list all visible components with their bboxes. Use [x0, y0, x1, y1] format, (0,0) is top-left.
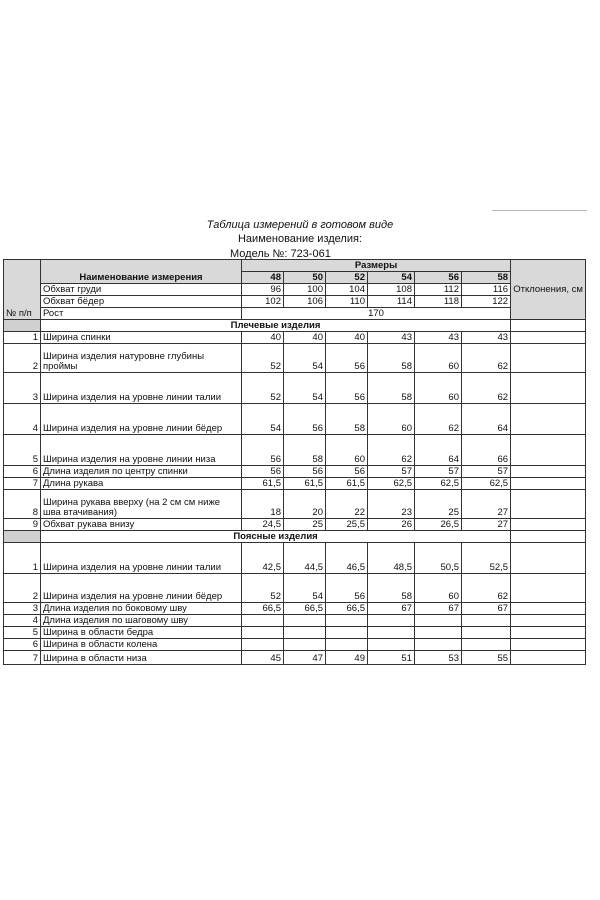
measurement-label: Ширина изделия на уровне линии бёдер: [41, 574, 242, 603]
value-cell: 62: [415, 404, 462, 435]
deviation-cell: [511, 639, 586, 651]
measurement-label: Ширина в области бедра: [41, 627, 242, 639]
value-cell: 25: [415, 490, 462, 519]
value-cell: 51: [368, 651, 415, 665]
measurement-label: Рост: [41, 308, 242, 320]
value-cell: 56: [326, 373, 368, 404]
value-cell: 27: [462, 490, 511, 519]
value-cell: 118: [415, 296, 462, 308]
size-48: 48: [242, 272, 284, 284]
value-cell: 43: [415, 332, 462, 344]
value-cell: 56: [326, 574, 368, 603]
value-cell: 62: [462, 373, 511, 404]
measurement-label: Длина изделия по центру спинки: [41, 466, 242, 478]
value-cell: 64: [462, 404, 511, 435]
scan-artifact: [492, 210, 587, 215]
value-cell: 26: [368, 519, 415, 531]
value-cell: 40: [284, 332, 326, 344]
value-cell: 49: [326, 651, 368, 665]
measurement-name-header: Наименование измерения: [41, 260, 242, 284]
table-row: [4, 284, 586, 296]
value-cell: 102: [242, 296, 284, 308]
table-row: [4, 519, 586, 531]
measurement-label: Ширина изделия на уровне линии талии: [41, 543, 242, 574]
value-cell: 104: [326, 284, 368, 296]
row-number: 5: [4, 435, 41, 466]
row-number: 8: [4, 490, 41, 519]
value-cell: 116: [462, 284, 511, 296]
value-cell: 58: [368, 344, 415, 373]
deviation-cell: [511, 344, 586, 373]
value-cell: 61,5: [326, 478, 368, 490]
value-cell: [326, 627, 368, 639]
value-cell: [242, 615, 284, 627]
row-number: 2: [4, 344, 41, 373]
value-cell: 50,5: [415, 543, 462, 574]
value-cell: [284, 639, 326, 651]
deviation-cell: [511, 627, 586, 639]
value-cell: 58: [326, 404, 368, 435]
value-cell: 62,5: [415, 478, 462, 490]
measurement-label: Обхват бёдер: [41, 296, 242, 308]
value-cell: 62,5: [462, 478, 511, 490]
value-cell: [415, 639, 462, 651]
value-cell: 56: [242, 466, 284, 478]
value-cell: 66: [462, 435, 511, 466]
size-54: 54: [368, 272, 415, 284]
size-50: 50: [284, 272, 326, 284]
deviation-cell: [511, 574, 586, 603]
value-cell: [368, 615, 415, 627]
value-cell: 112: [415, 284, 462, 296]
value-cell: 66,5: [242, 603, 284, 615]
value-cell: 60: [415, 344, 462, 373]
table-row: [4, 574, 586, 603]
table-row: [4, 308, 586, 320]
value-cell: 122: [462, 296, 511, 308]
value-cell: 40: [242, 332, 284, 344]
value-cell: 67: [415, 603, 462, 615]
row-number: 4: [4, 404, 41, 435]
table-row: [4, 466, 586, 478]
value-cell: 22: [326, 490, 368, 519]
deviation-cell: [511, 466, 586, 478]
value-cell: [415, 615, 462, 627]
value-cell: 62: [462, 574, 511, 603]
value-cell: 57: [415, 466, 462, 478]
value-cell: [284, 615, 326, 627]
value-cell: 54: [284, 344, 326, 373]
value-cell: 53: [415, 651, 462, 665]
value-cell: [242, 639, 284, 651]
table-row: [4, 603, 586, 615]
row-number: 7: [4, 651, 41, 665]
table-row: [4, 490, 586, 519]
table-row: [4, 344, 586, 373]
value-cell: 52,5: [462, 543, 511, 574]
row-number: 9: [4, 519, 41, 531]
value-cell: 47: [284, 651, 326, 665]
value-cell: 56: [326, 466, 368, 478]
measurement-label: Ширина в области низа: [41, 651, 242, 665]
sizes-header: Размеры: [242, 260, 511, 272]
value-cell: 57: [462, 466, 511, 478]
table-row: [4, 332, 586, 344]
measurement-label: Ширина спинки: [41, 332, 242, 344]
value-cell: 60: [415, 574, 462, 603]
row-number: 7: [4, 478, 41, 490]
value-cell: 56: [326, 344, 368, 373]
deviation-cell: [511, 519, 586, 531]
value-cell: 23: [368, 490, 415, 519]
section-title: Плечевые изделия: [41, 320, 511, 332]
row-number: 6: [4, 466, 41, 478]
value-cell: [415, 627, 462, 639]
value-cell: 58: [368, 574, 415, 603]
value-cell: [368, 627, 415, 639]
model-number: Модель №: 723-061: [230, 248, 331, 260]
measurement-label: Ширина изделия на уровне линии низа: [41, 435, 242, 466]
value-cell: 66,5: [326, 603, 368, 615]
value-cell: 48,5: [368, 543, 415, 574]
deviation-cell: [511, 404, 586, 435]
value-cell: 27: [462, 519, 511, 531]
value-cell: 56: [284, 404, 326, 435]
value-cell: 54: [284, 574, 326, 603]
size-52: 52: [326, 272, 368, 284]
value-cell: 54: [284, 373, 326, 404]
table-row: [4, 627, 586, 639]
deviation-cell: [511, 531, 586, 543]
value-cell: 60: [368, 404, 415, 435]
product-label: Наименование изделия:: [237, 233, 362, 245]
value-cell: 62,5: [368, 478, 415, 490]
value-cell: 20: [284, 490, 326, 519]
table-row: [4, 478, 586, 490]
value-cell: 62: [368, 435, 415, 466]
row-number: 2: [4, 574, 41, 603]
value-cell: 67: [368, 603, 415, 615]
value-cell: 54: [242, 404, 284, 435]
value-cell: 60: [326, 435, 368, 466]
measurement-label: Длина изделия по боковому шву: [41, 603, 242, 615]
separator-row: [4, 531, 586, 543]
row-number: 3: [4, 603, 41, 615]
measurement-label: Ширина рукава вверху (на 2 см см ниже шва втачивания): [41, 490, 242, 519]
table-row: [4, 651, 586, 665]
section-spacer: [4, 531, 41, 543]
value-cell: 66,5: [284, 603, 326, 615]
value-cell: [462, 615, 511, 627]
value-cell: 45: [242, 651, 284, 665]
value-cell: 52: [242, 373, 284, 404]
value-cell: 108: [368, 284, 415, 296]
deviation-cell: [511, 320, 586, 332]
table-row: [4, 639, 586, 651]
value-cell: 26,5: [415, 519, 462, 531]
value-cell: 100: [284, 284, 326, 296]
deviation-cell: [511, 543, 586, 574]
deviation-cell: [511, 651, 586, 665]
value-cell: 61,5: [242, 478, 284, 490]
value-cell: 25: [284, 519, 326, 531]
value-cell: 57: [368, 466, 415, 478]
value-cell: 25,5: [326, 519, 368, 531]
value-cell: [462, 639, 511, 651]
table-row: [4, 404, 586, 435]
row-number: 5: [4, 627, 41, 639]
measurement-label: Ширина изделия натуровне глубины проймы: [41, 344, 242, 373]
rownum-header: № п/п: [4, 260, 41, 320]
table-row: [4, 615, 586, 627]
deviation-cell: [511, 615, 586, 627]
value-cell: 52: [242, 574, 284, 603]
deviation-cell: [511, 332, 586, 344]
value-cell: [462, 627, 511, 639]
value-cell: 18: [242, 490, 284, 519]
value-cell: 43: [462, 332, 511, 344]
table-row: [4, 543, 586, 574]
value-cell: 106: [284, 296, 326, 308]
value-cell: 58: [284, 435, 326, 466]
measurement-label: Обхват груди: [41, 284, 242, 296]
deviation-cell: [511, 490, 586, 519]
height-value: 170: [242, 308, 511, 320]
measurement-label: Ширина изделия на уровне линии талии: [41, 373, 242, 404]
value-cell: 96: [242, 284, 284, 296]
deviation-cell: [511, 478, 586, 490]
value-cell: [284, 627, 326, 639]
table-row: [4, 435, 586, 466]
measurement-label: Длина изделия по шаговому шву: [41, 615, 242, 627]
measurement-label: Длина рукава: [41, 478, 242, 490]
value-cell: 60: [415, 373, 462, 404]
deviation-cell: [511, 373, 586, 404]
row-number: 1: [4, 543, 41, 574]
value-cell: 67: [462, 603, 511, 615]
value-cell: 55: [462, 651, 511, 665]
value-cell: 44,5: [284, 543, 326, 574]
value-cell: 56: [284, 466, 326, 478]
table-row: [4, 373, 586, 404]
value-cell: 114: [368, 296, 415, 308]
row-number: 1: [4, 332, 41, 344]
section-row: [4, 320, 586, 332]
size-58: 58: [462, 272, 511, 284]
measurement-label: Ширина в области колена: [41, 639, 242, 651]
measurement-label: Ширина изделия на уровне линии бёдер: [41, 404, 242, 435]
value-cell: 58: [368, 373, 415, 404]
deviations-header: Отклонения, см: [511, 260, 586, 320]
value-cell: 110: [326, 296, 368, 308]
value-cell: 64: [415, 435, 462, 466]
section-title: Поясные изделия: [41, 531, 511, 543]
value-cell: 52: [242, 344, 284, 373]
value-cell: [326, 615, 368, 627]
size-56: 56: [415, 272, 462, 284]
value-cell: 56: [242, 435, 284, 466]
deviation-cell: [511, 603, 586, 615]
deviation-cell: [511, 435, 586, 466]
row-number: 4: [4, 615, 41, 627]
value-cell: 62: [462, 344, 511, 373]
value-cell: [242, 627, 284, 639]
value-cell: 61,5: [284, 478, 326, 490]
value-cell: [368, 639, 415, 651]
row-number: 6: [4, 639, 41, 651]
table-title: Таблица измерений в готовом виде: [206, 219, 394, 231]
value-cell: 46,5: [326, 543, 368, 574]
value-cell: [326, 639, 368, 651]
value-cell: 40: [326, 332, 368, 344]
row-number: 3: [4, 373, 41, 404]
measurement-table: [3, 259, 586, 665]
value-cell: 24,5: [242, 519, 284, 531]
measurement-label: Обхват рукава внизу: [41, 519, 242, 531]
section-spacer: [4, 320, 41, 332]
table-row: [4, 296, 586, 308]
value-cell: 43: [368, 332, 415, 344]
value-cell: 42,5: [242, 543, 284, 574]
